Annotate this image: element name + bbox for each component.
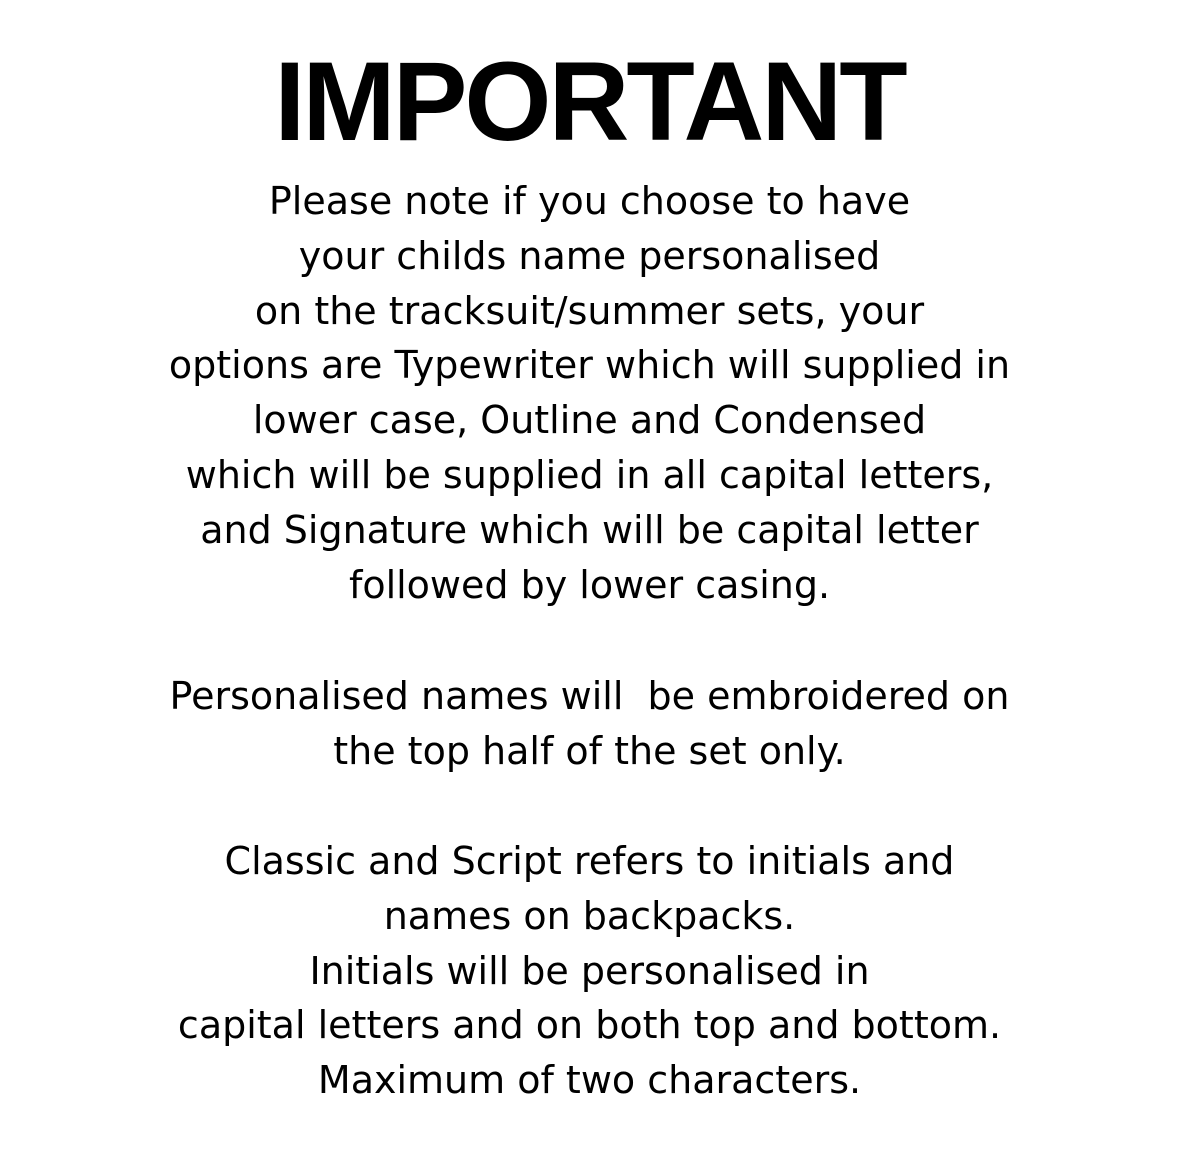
personalisation-fonts-paragraph (0, 174, 1179, 612)
embroidery-placement-paragraph (0, 669, 1179, 779)
text-line: capital letters and on both top and bottom. (177, 1003, 1002, 1048)
text-line: followed by lower casing. (348, 562, 831, 607)
text-line: Personalised names will be embroidered on (169, 674, 1010, 718)
text-line: names on backpacks. (383, 893, 796, 938)
text-line: Please note if you choose to have (268, 179, 911, 223)
text-line: and Signature which will be capital letter (200, 507, 979, 552)
text-line: lower case, Outline and Condensed (252, 398, 927, 443)
notice-title: IMPORTANT (274, 39, 905, 164)
text-line: options are Typewriter which will supplied in (168, 343, 1011, 388)
text-line: your childs name personalised (298, 233, 881, 278)
text-line: Classic and Script refers to initials and (224, 839, 955, 883)
text-line: Maximum of two characters. (317, 1058, 862, 1103)
text-line: which will be supplied in all capital letters, (185, 452, 994, 497)
backpack-initials-paragraph (0, 834, 1179, 1108)
text-line: the top half of the set only. (333, 728, 846, 773)
text-line: Initials will be personalised in (309, 948, 870, 993)
text-line: on the tracksuit/summer sets, your (254, 288, 925, 333)
